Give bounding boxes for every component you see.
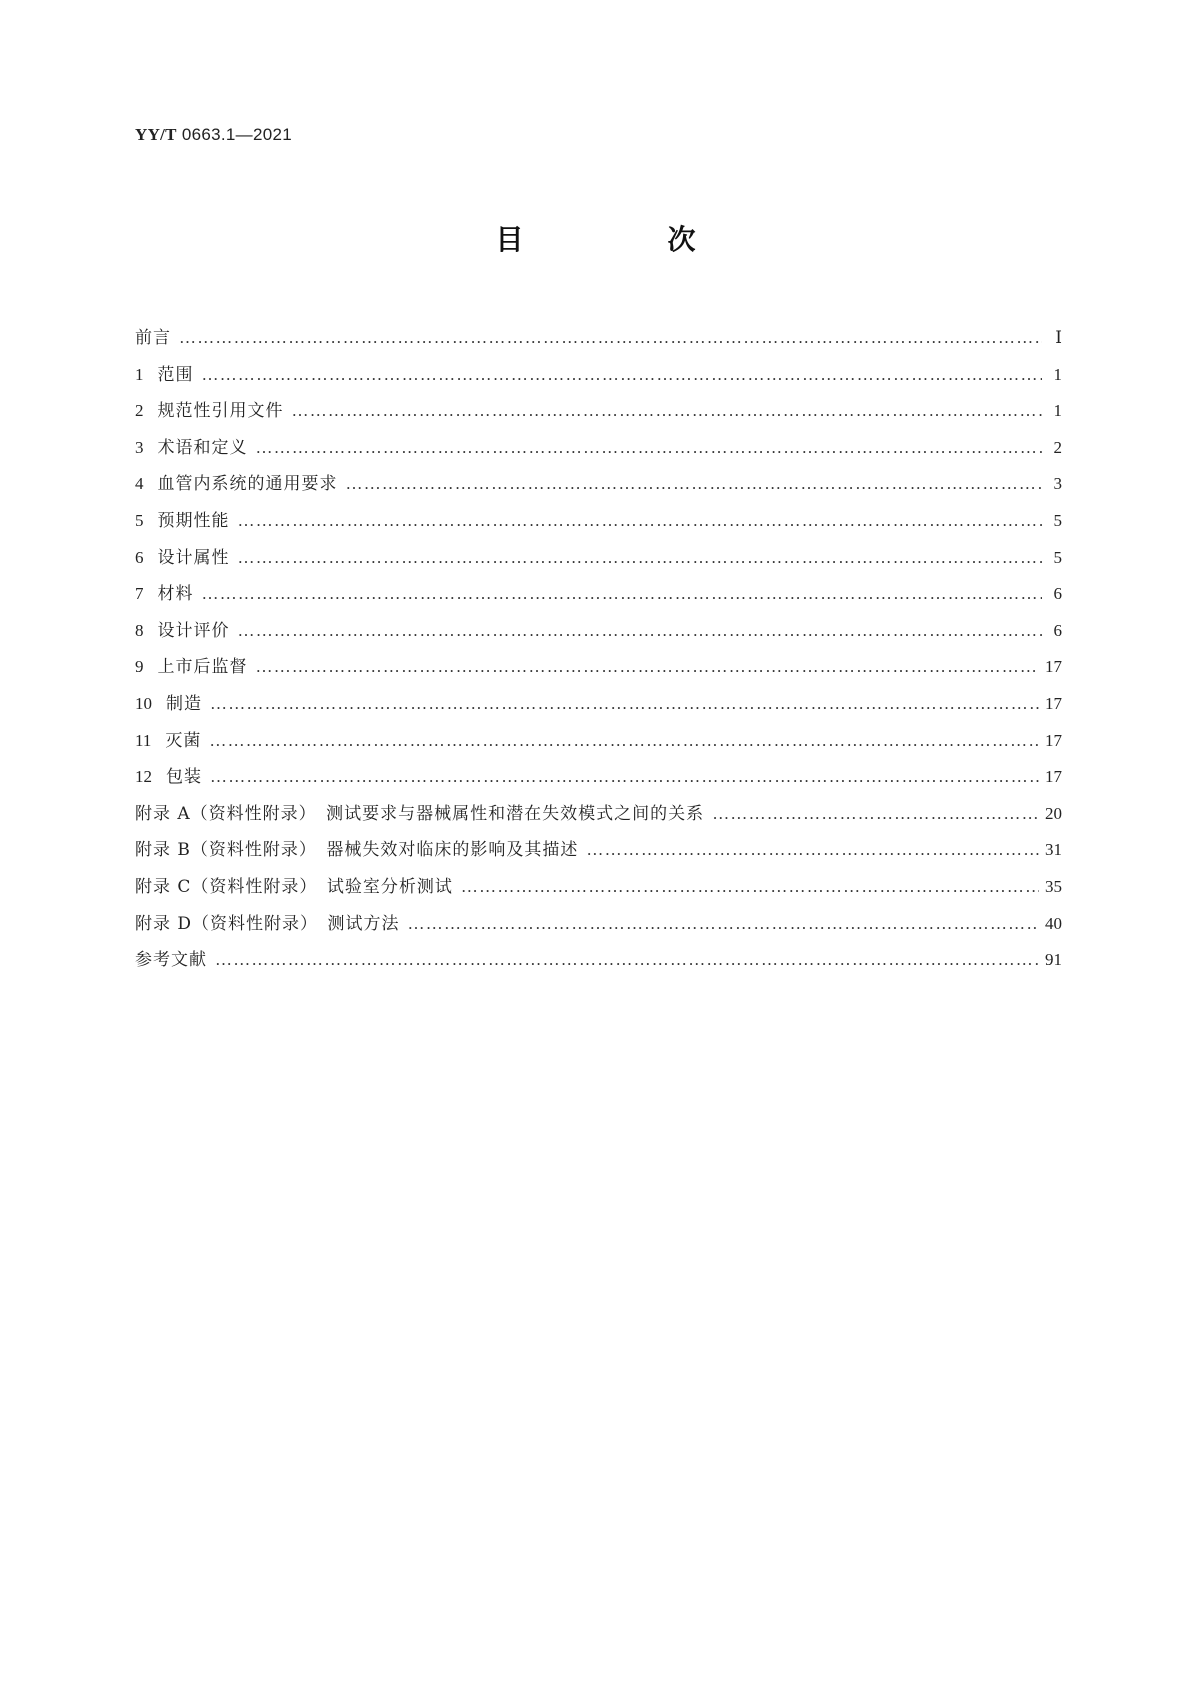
toc-leader-dots [256, 439, 1043, 456]
toc-entry-page: 17 [1045, 767, 1062, 787]
toc-entry-page: 91 [1045, 950, 1062, 970]
toc-entry-page: 35 [1045, 876, 1062, 896]
toc-leader-dots [461, 878, 1039, 895]
toc-entry-text: 前言 [135, 328, 171, 348]
toc-entry-page: 1 [1053, 401, 1062, 421]
toc-entry-text: 血管内系统的通用要求 [157, 474, 338, 495]
toc-leader-dots [238, 549, 1043, 566]
toc-entry-page: 17 [1045, 693, 1062, 713]
toc-entry-text: 设计评价 [157, 620, 230, 641]
toc-leader-dots [210, 695, 1039, 712]
toc-entry-page: 20 [1045, 803, 1062, 823]
toc-leader-dots [238, 622, 1043, 639]
toc-entry-page: 40 [1045, 913, 1062, 933]
toc-entry-page: 31 [1045, 840, 1062, 860]
toc-entry[interactable] [135, 732, 1062, 769]
toc-entry[interactable] [135, 951, 1062, 988]
toc-entry[interactable] [135, 658, 1062, 695]
document-code-prefix: YY/T [135, 125, 177, 144]
toc-entry-page: 5 [1053, 510, 1062, 530]
toc-entry-page: Ⅰ [1055, 328, 1062, 347]
toc-entry-page: 2 [1053, 437, 1062, 457]
toc-entry-text: 附录 B（资料性附录） 器械失效对临床的影响及其描述 [135, 840, 579, 861]
toc-entry-text: 术语和定义 [157, 437, 248, 458]
toc-entry-text: 附录 D（资料性附录） 测试方法 [135, 913, 400, 934]
toc-entry-number: 9 [135, 657, 144, 677]
toc-entry-page: 17 [1045, 730, 1062, 750]
toc-entry-number: 12 [135, 767, 152, 787]
toc-entry-label [135, 439, 248, 457]
toc-entry-label [135, 622, 230, 640]
toc-entry[interactable] [135, 549, 1062, 586]
toc-entry-label [135, 330, 171, 347]
toc-entry[interactable] [135, 512, 1062, 549]
toc-entry-text: 材料 [157, 584, 194, 605]
toc-entry-text: 上市后监督 [157, 657, 248, 678]
toc-entry-label [135, 842, 578, 859]
toc-leader-dots [256, 658, 1040, 675]
toc-entry-text: 附录 C（资料性附录） 试验室分析测试 [135, 876, 453, 897]
toc-entry[interactable] [135, 329, 1062, 366]
toc-entry-label [135, 952, 207, 969]
toc-entry-page: 6 [1053, 620, 1062, 640]
toc-entry-text: 包装 [166, 767, 202, 788]
toc-entry[interactable] [135, 585, 1062, 622]
toc-entry-label [135, 366, 194, 384]
toc-entry-text: 参考文献 [135, 950, 207, 971]
toc-leader-dots [408, 915, 1039, 932]
toc-leader-dots [202, 366, 1043, 383]
toc-entry-page: 5 [1053, 547, 1062, 567]
toc-entry-label [135, 549, 230, 567]
toc-entry-number: 7 [135, 584, 144, 604]
toc-leader-dots [586, 841, 1039, 858]
toc-entry[interactable] [135, 768, 1062, 805]
toc-entry[interactable] [135, 878, 1062, 915]
toc-entry-label [135, 475, 338, 493]
toc-leader-dots [209, 732, 1039, 749]
toc-leader-dots [210, 768, 1039, 785]
toc-entry-text: 设计属性 [157, 547, 230, 568]
toc-entry-label [135, 803, 705, 824]
toc-entry-page: 1 [1053, 364, 1062, 384]
toc-entry-number: 1 [135, 364, 144, 384]
table-of-contents [135, 329, 1062, 988]
toc-leader-dots [346, 475, 1043, 492]
toc-entry[interactable] [135, 915, 1062, 952]
toc-entry[interactable] [135, 841, 1062, 878]
toc-entry-text: 规范性引用文件 [157, 401, 284, 422]
toc-entry-label [135, 876, 453, 897]
toc-leader-dots [215, 951, 1039, 968]
toc-entry-page: 17 [1045, 657, 1062, 677]
document-code [135, 125, 292, 145]
toc-leader-dots [292, 402, 1043, 419]
toc-entry[interactable] [135, 402, 1062, 439]
toc-entry-text: 预期性能 [157, 510, 230, 531]
toc-entry-label [135, 768, 202, 786]
toc-entry[interactable] [135, 695, 1062, 732]
toc-entry-number: 8 [135, 620, 144, 640]
toc-entry-number: 4 [135, 474, 144, 494]
toc-leader-dots [179, 329, 1042, 346]
toc-entry-text: 灭菌 [165, 730, 202, 751]
toc-entry[interactable] [135, 475, 1062, 512]
toc-entry-page: 6 [1053, 584, 1062, 604]
toc-entry-label [135, 732, 201, 750]
toc-entry-page: 3 [1053, 474, 1062, 494]
toc-entry-label [135, 585, 194, 603]
document-code-number: 0663.1—2021 [181, 125, 292, 144]
toc-entry-number: 3 [135, 437, 144, 457]
toc-entry-label [135, 695, 202, 713]
toc-entry-label [135, 913, 400, 934]
toc-entry[interactable] [135, 622, 1062, 659]
toc-entry-label [135, 402, 284, 420]
toc-entry[interactable] [135, 366, 1062, 403]
toc-entry-number: 5 [135, 510, 144, 530]
toc-leader-dots [238, 512, 1043, 529]
toc-entry-number: 6 [135, 547, 144, 567]
toc-entry-text: 附录 A（资料性附录） 测试要求与器械属性和潜在失效模式之间的关系 [135, 803, 705, 824]
page-title: 目 次 [495, 223, 754, 256]
toc-entry-number: 2 [135, 401, 144, 421]
toc-entry-label [135, 512, 230, 530]
toc-entry[interactable] [135, 439, 1062, 476]
toc-entry-label [135, 658, 248, 676]
toc-entry[interactable] [135, 805, 1062, 842]
toc-entry-text: 制造 [166, 693, 202, 714]
toc-leader-dots [202, 585, 1043, 602]
toc-entry-number: 10 [135, 693, 152, 713]
toc-entry-text: 范围 [157, 364, 194, 385]
toc-leader-dots [712, 805, 1039, 822]
toc-entry-number: 11 [135, 730, 152, 750]
